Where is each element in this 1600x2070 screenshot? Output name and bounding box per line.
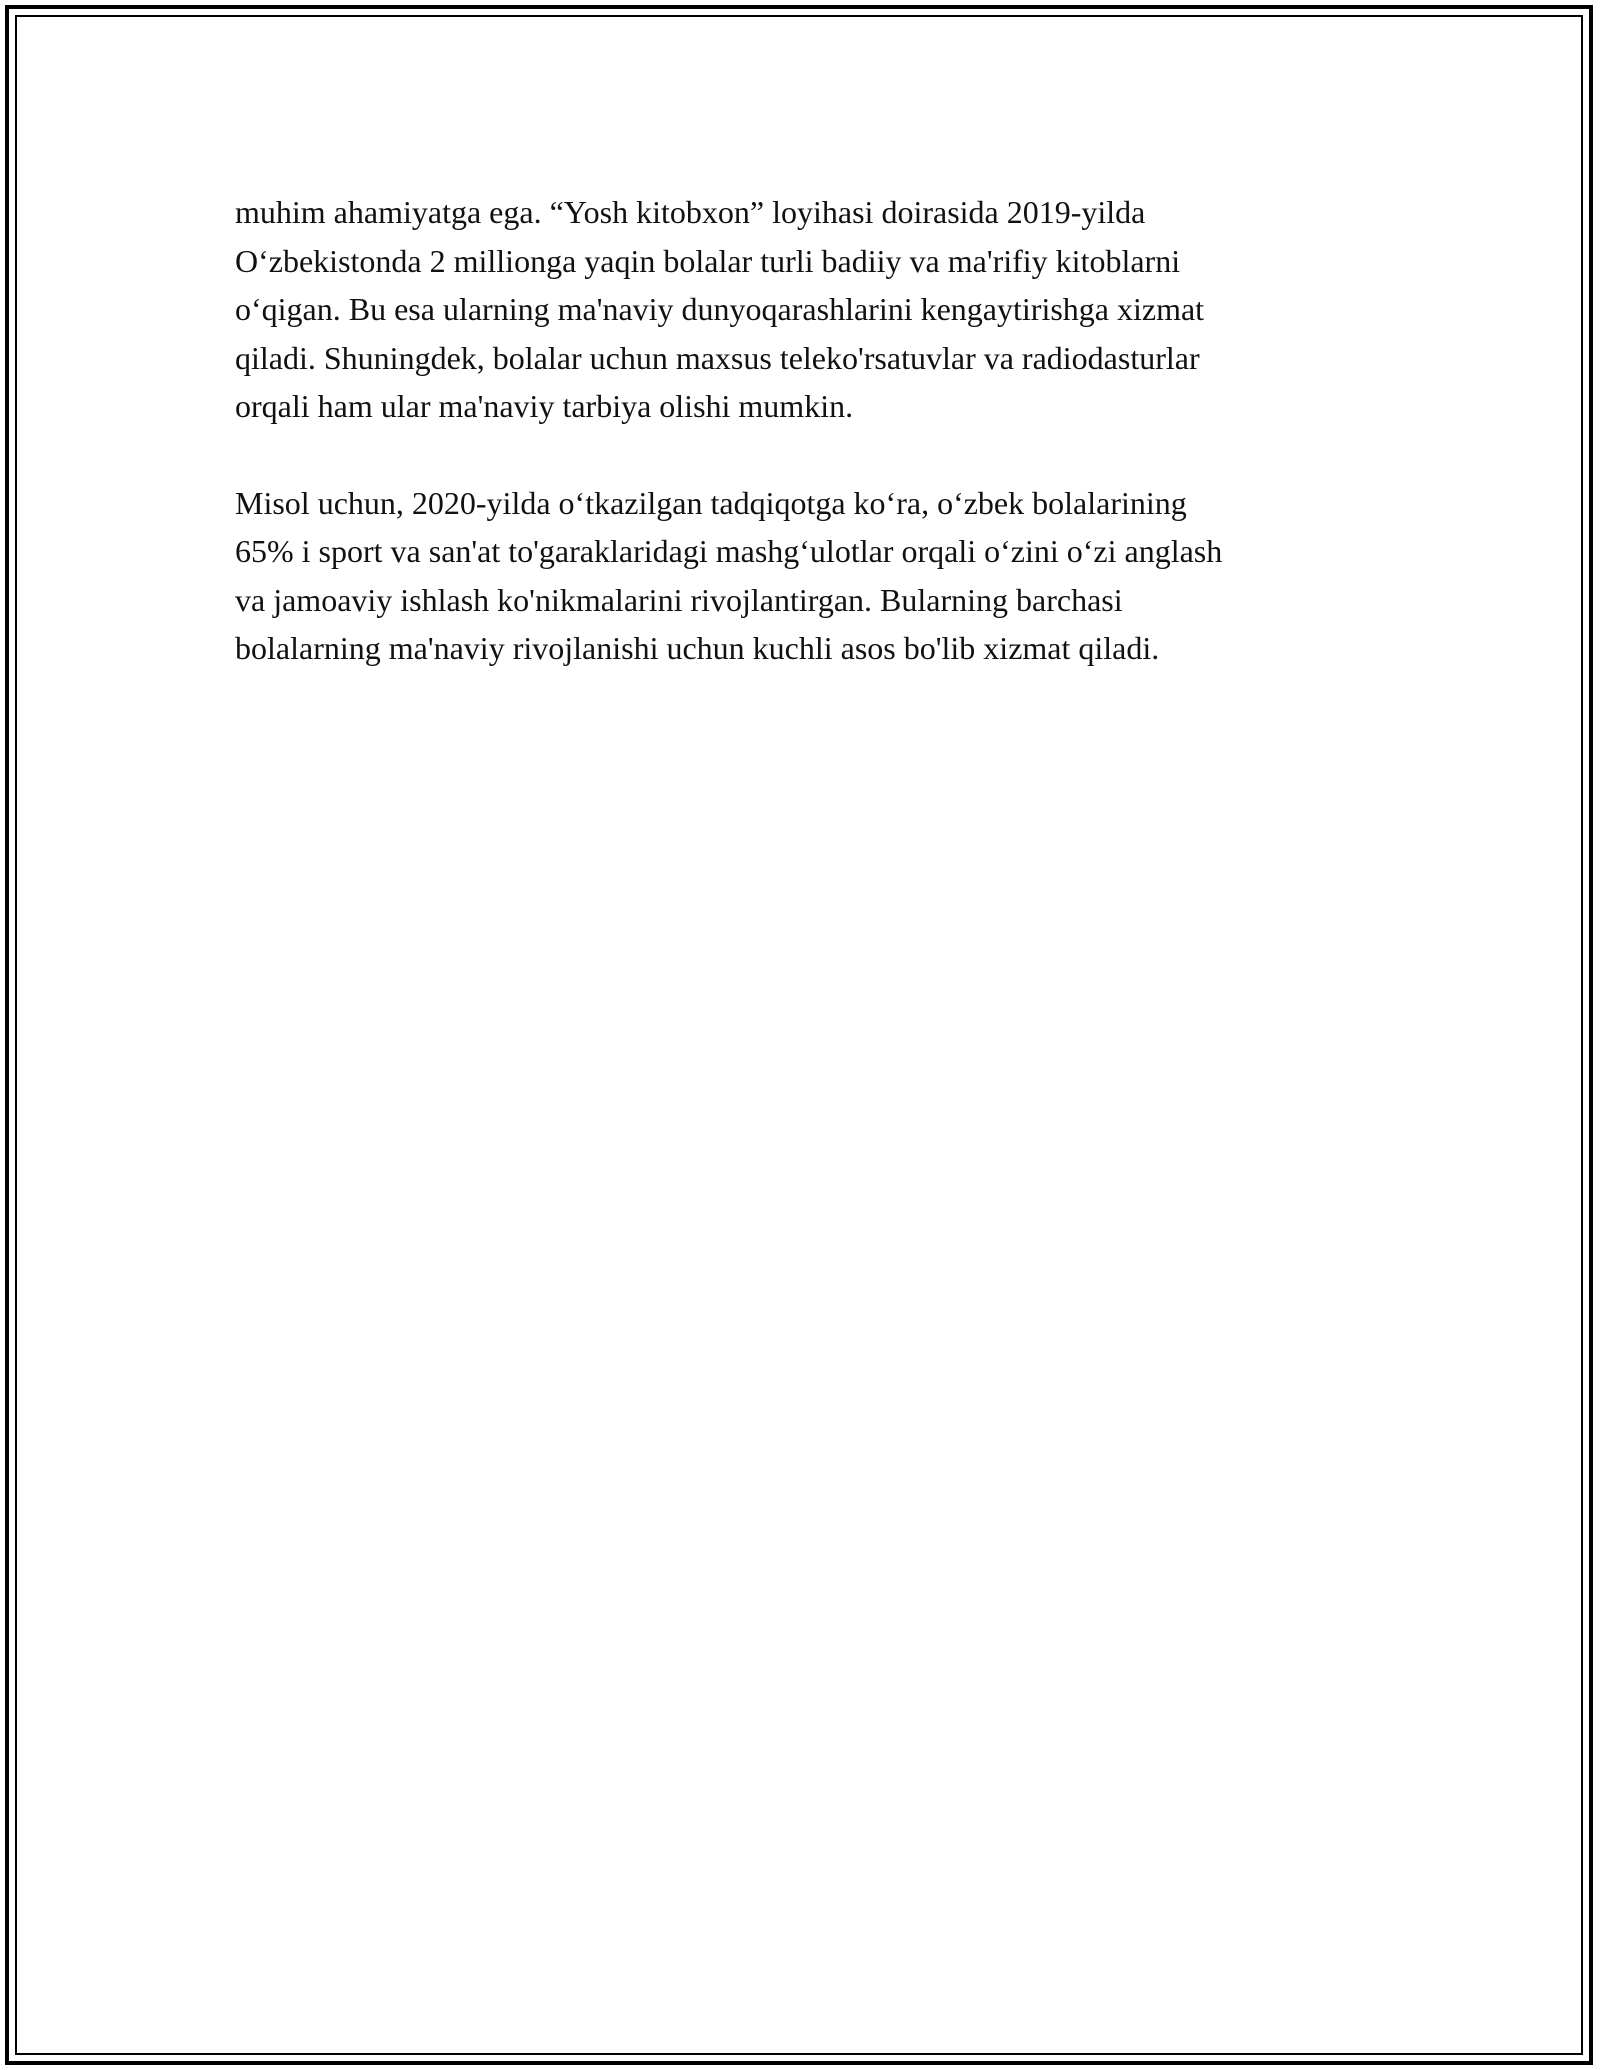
paragraph-1: muhim ahamiyatga ega. “Yosh kitobxon” loyihasi doirasida 2019-yilda O‘zbekistonda 2 millionga yaqin bolalar turli badiiy va ma'rifiy kitoblarni o‘qigan. Bu esa ularning ma'naviy dunyoqarashlarini kengaytirishga xizmat qiladi. Shuningdek, bolalar uchun maxsus teleko'rsatuvlar va radiodasturlar orqali ham ular ma'naviy tarbiya olishi mumkin. xyxy=(235,194,1205,424)
paragraph-2: Misol uchun, 2020-yilda o‘tkazilgan tadqiqotga ko‘ra, o‘zbek bolalarining 65% i sport va san'at to'garaklaridagi mashg‘ulotlar orqali o‘zini o‘zi anglash va jamoaviy ishlash ko'nikmalarini rivojlantirgan. Bularning barchasi bolalarning ma'naviy rivojlanishi uchun kuchli asos bo'lib xizmat qiladi. xyxy=(235,484,1223,666)
document-body xyxy=(235,188,1385,721)
